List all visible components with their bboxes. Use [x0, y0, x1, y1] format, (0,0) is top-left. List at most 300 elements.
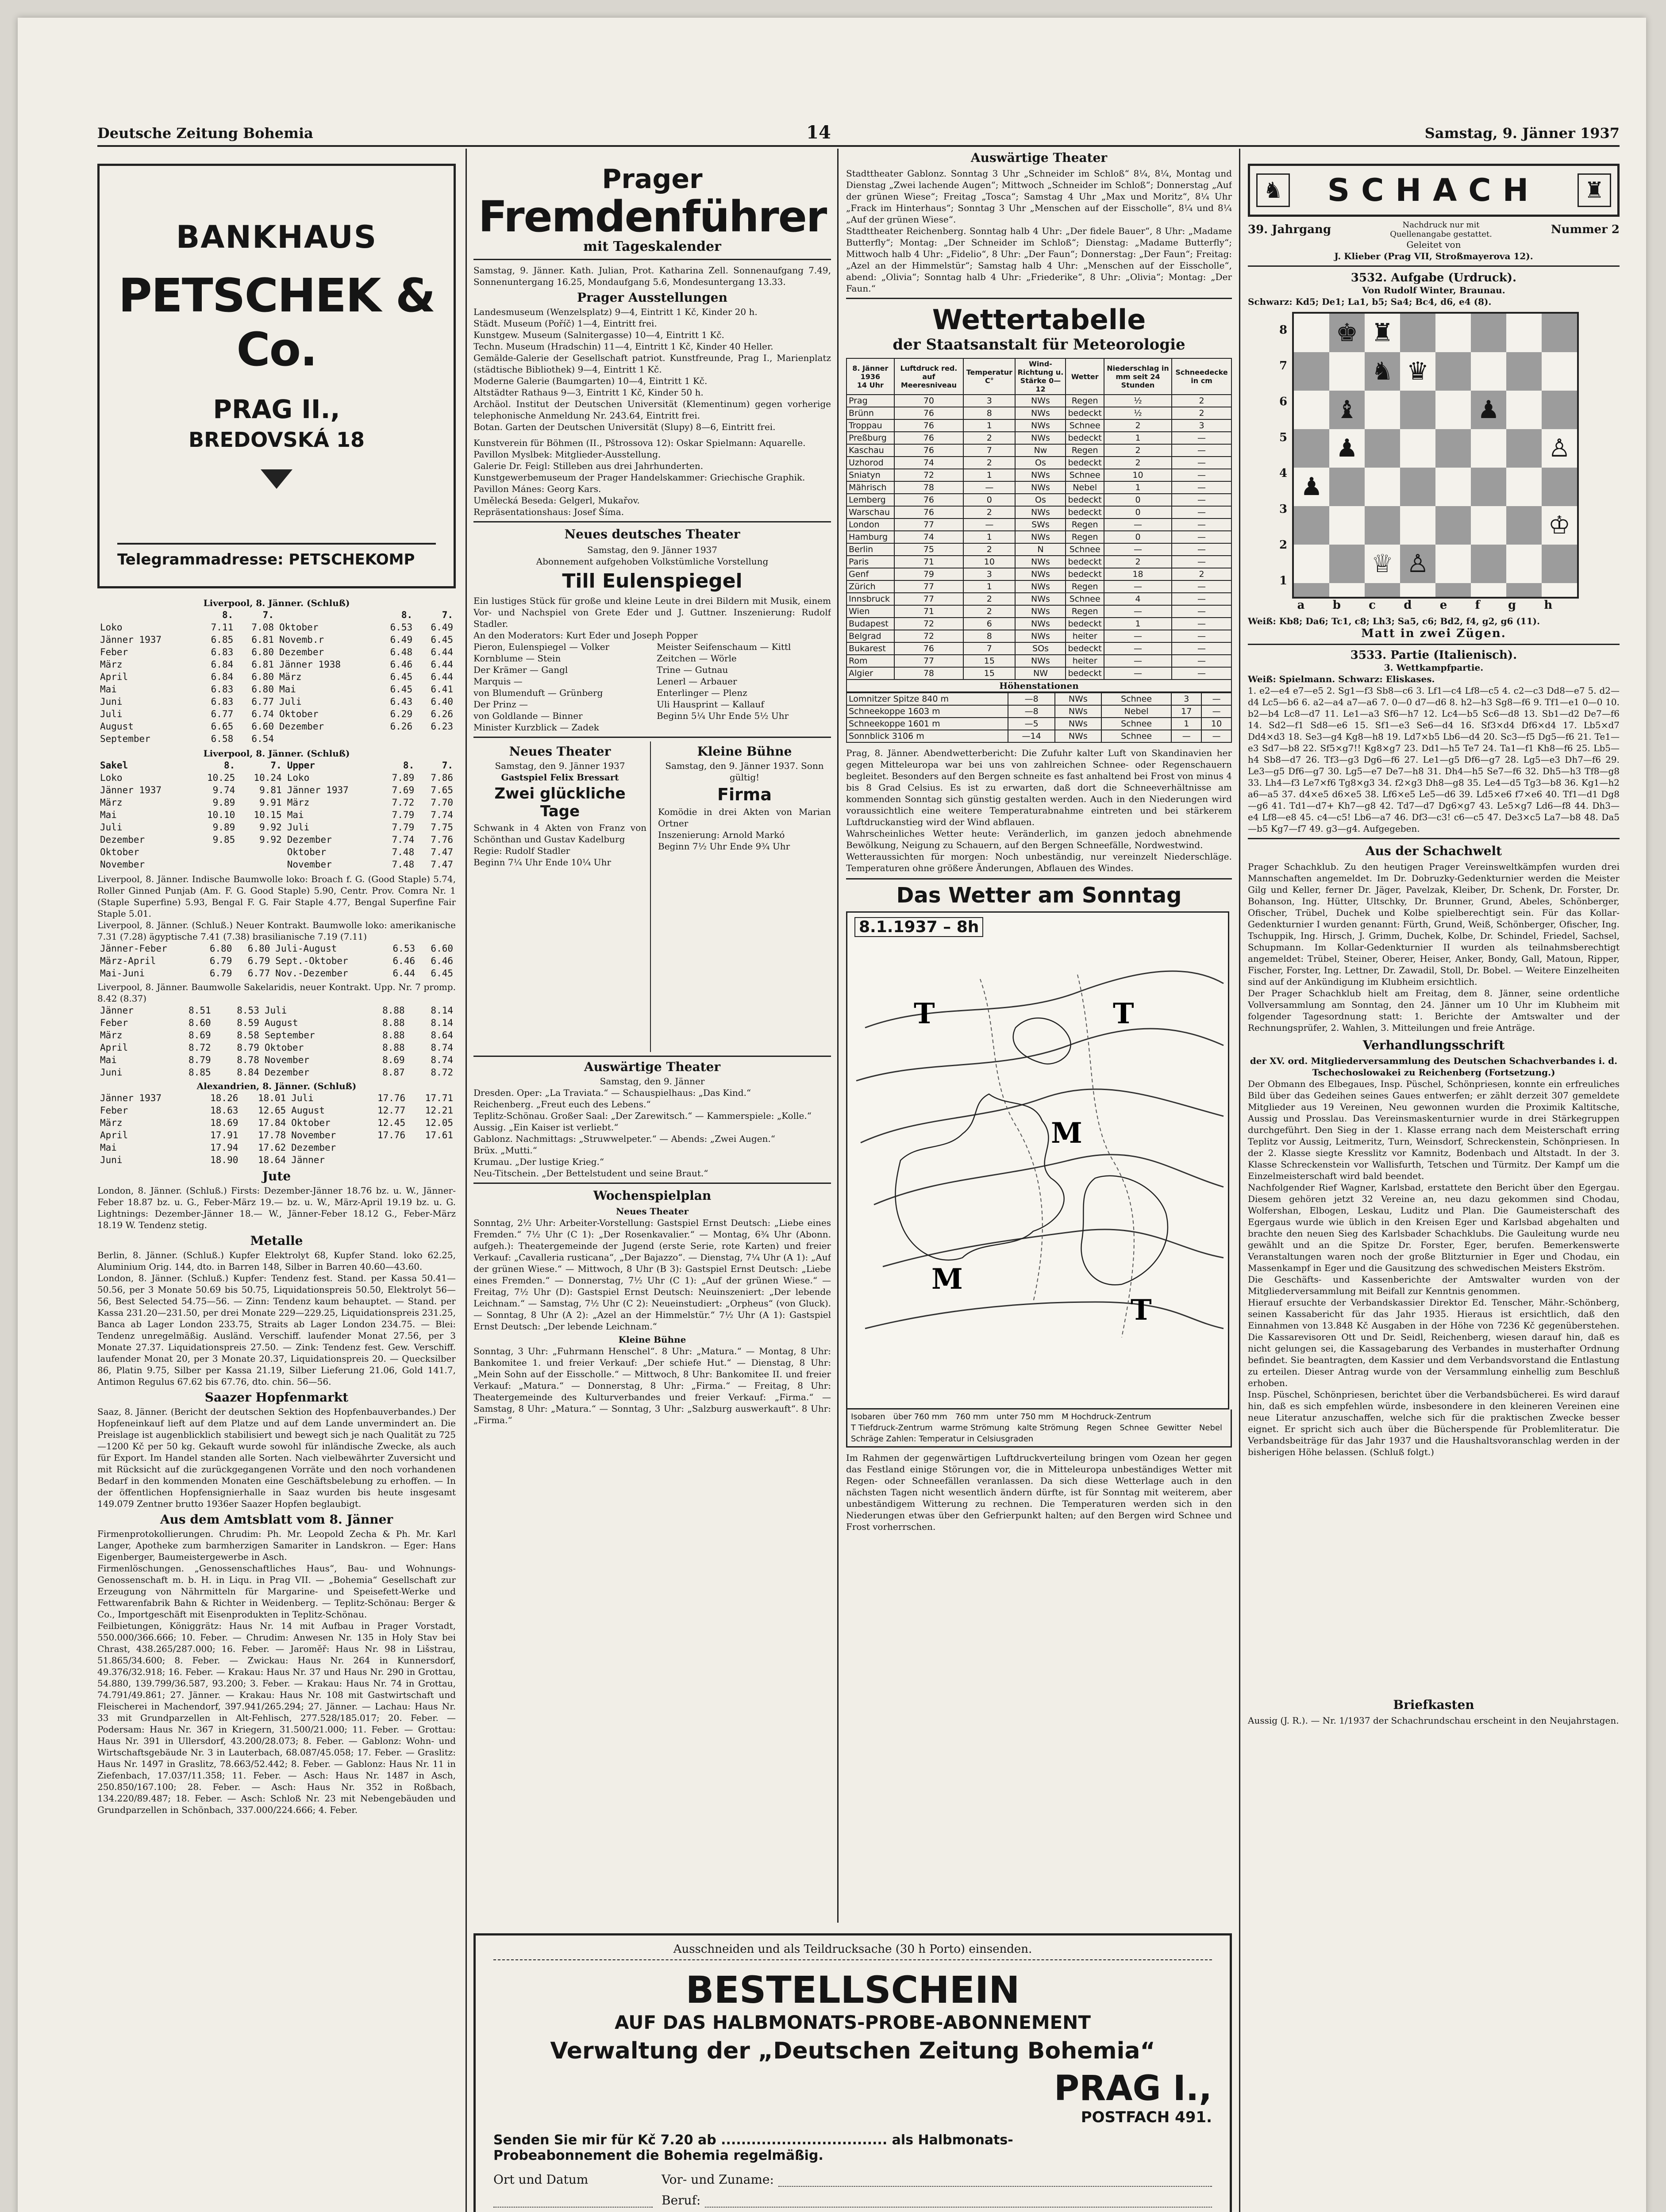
market-cell: 6.49	[431, 622, 453, 633]
chess-piece-square: ♕	[1365, 545, 1400, 583]
chess-square	[1542, 391, 1577, 429]
weather-cell: bedeckt	[1066, 568, 1104, 580]
knight-icon: ♞	[1256, 173, 1290, 207]
rank-label: 8	[1279, 323, 1288, 337]
market-cell: 6.53	[392, 943, 416, 954]
weather-cell: —	[1172, 618, 1231, 630]
weather-cell: 2	[1104, 457, 1172, 469]
market-cell: April	[100, 1042, 128, 1053]
market-cell: August	[100, 721, 134, 732]
briefkasten-text: Aussig (J. R.). — Nr. 1/1937 der Schachrundschau erscheint in den Neujahrstagen.	[1248, 1715, 1619, 1726]
hohen-cell: NWs	[1055, 693, 1101, 705]
weather-cell: 2	[963, 543, 1015, 556]
market-cell: Oktober	[279, 622, 319, 633]
market-cell: 6.79	[209, 968, 232, 979]
hohen-cell: 1	[1171, 718, 1201, 730]
market-cell: November	[264, 1055, 309, 1065]
market-cell: 6.54	[251, 733, 274, 744]
hohen-cell: —5	[1008, 718, 1054, 730]
market-cell: 6.26	[390, 721, 413, 732]
chess-square	[1294, 352, 1329, 391]
hohen-cell: Schneekoppe 1601 m	[846, 718, 1008, 730]
weather-cell: NWs	[1015, 605, 1066, 618]
market-row	[97, 658, 456, 671]
market-cell: 8.64	[431, 1030, 453, 1041]
market-cell	[277, 733, 375, 745]
chess-piece-square: ♔	[1542, 506, 1577, 545]
weather-cell: NW	[1015, 667, 1066, 680]
market-cell: Juni	[100, 1155, 123, 1165]
weather-cell: 4	[1104, 593, 1172, 605]
partie-sub: 3. Wettkampfpartie.	[1384, 662, 1484, 673]
hohen-cell: Sonnblick 3106 m	[846, 730, 1008, 742]
market-cell: 9.74	[212, 785, 235, 795]
weather-cell: 2	[1104, 444, 1172, 457]
auswaertige-theater-text: Stadttheater Gablonz. Sonntag 3 Uhr „Schneider im Schloß“ 8¼, 8¼, Montag und Dienstag „Zwei lachende Augen“; Mittwoch „Schneider im Schloß“; Donnerstag „Auf der grünen Wiese“; Freitag „Tosca“; Samstag 4 Uhr „Max und Moritz“, 8¼ Uhr „Frack im Hinterhaus“; Sonntag 3 Uhr „Menschen auf der Eisscholle“, 8¼ und 8¼ „Auf der grünen Wiese“. Stadttheater Reichenberg. Sonntag halb 4 Uhr: „Der fidele Bauer“, 8 Uhr: „Madame Butterfly“; Montag: „Der Schneider im Schloß“; Dienstag: „Madame Butterfly“; Mittwoch halb 4 Uhr: „Fidelio“, 8 Uhr: „Der Faun“; Donnerstag: „Der Faun“; Freitag: „Azel an der Himmelstür“; Samstag halb 4 Uhr: „Menschen auf der Eisscholle“, abend: „Olivia“; Sonntag halb 4 Uhr: „Friederike“, 8 Uhr: „Olivia“; Montag: „Der Faun.“	[846, 168, 1232, 299]
market-cell: 6.44	[431, 647, 453, 657]
weather-cell: Wien	[846, 605, 894, 618]
beruf-row	[662, 2193, 1212, 2208]
market-cell: Jänner 1937	[100, 785, 162, 795]
metalle-report: Berlin, 8. Jänner. (Schluß.) Kupfer Elektrolyt 68, Kupfer Stand. loko 62.25, Aluminium Orig. 144, dto. in Barren 148, Silber in Barren 40.60—43.60. London, 8. Jänner. (Schluß.) Kupfer: Tendenz fest. Stand. per Kassa 50.41—50.56, per 3 Monate 50.69 bis 50.75, Liquidationspreis 50.50, Elektrolyt 56—56, Best Selected 54.75—56. — Zinn: Tendenz kaum behauptet. — Stand. per Kassa 231.20—231.50, per drei Monate 229—229.25, Liquidationspreis 231.25, Banca ab Lager London 233.75, Straits ab Lager London 234.75. — Blei: Tendenz unregelmäßig. Ausländ. Verschiff. laufender Monat 27.56, per 3 Monate 27.37. Liquidationspreis 27.50. — Zink: Tendenz fest. Gew. Verschiff. laufender Monat 20, per 3 Monate 20.37, Liquidationspreis 20. — Quecksilber 86, Platin 9.75, Silber per Kassa 21.19, Silber Lieferung 21.06, Gold 141.7, Antimon Regulus 67.62 bis 67.76, dto. chin. 56—56.	[97, 1250, 456, 1387]
market-cell	[238, 846, 284, 858]
market-cell: 8.	[222, 610, 234, 620]
weather-cell: 7	[963, 444, 1015, 457]
schach-note: Nachdruck nur mit Quellenangabe gestattet.	[1390, 220, 1492, 239]
weather-cell: 76	[894, 419, 964, 432]
chess-square	[1294, 545, 1329, 583]
market-row	[97, 708, 456, 720]
chess-piece-square: ♚	[1329, 314, 1365, 352]
chess-square	[1329, 545, 1365, 583]
weather-cell: 76	[894, 432, 964, 444]
bestellschein-subtitle: AUF DAS HALBMONATS-PROBE-ABONNEMENT	[615, 2012, 1091, 2033]
header-rule	[97, 145, 1620, 147]
weather-cell: ½	[1104, 395, 1172, 407]
amtsblatt-report: Firmenprotokollierungen. Chrudim: Ph. Mr. Leopold Zecha & Ph. Mr. Karl Langer, Apotheke zum barmherzigen Samariter in Landskron. — Eger: Hans Eigenberger, Baumeistergewerbe in Asch. Firmenlöschungen. „Genossenschaftliches Haus“, Bau- und Wohnungs-Genossenschaft m. b. H. in Liqu. in Prag VII. — „Bohemia“ Gesellschaft zur Erzeugung von Nährmitteln für Margarine- und Speisefett-Werke und Fettwarenfabrik Bahn & Richter in Weidenberg. — Teplitz-Schönau: Berger & Co., Importgeschäft mit Eisenprodukten in Teplitz-Schönau. Feilbietungen, Königgrätz: Haus Nr. 14 mit Aufbau in Prager Vorstadt, 550.000/366.666; 10. Feber. — Chrudim: Anwesen Nr. 135 in Holy Stav bei Chrast, 438.265/287.000; 16. Feber. — Jaroměř: Haus Nr. 98 in Lišstrau, 51.865/34.600; 8. Feber. — Zwickau: Haus Nr. 264 in Kunnersdorf, 49.376/32.918; 16. Feber. — Krakau: Haus Nr. 37 und Haus Nr. 290 in Grottau, 54.880, 139.799/36.587, 93.200; 3. Feber. — Krakau: Haus Nr. 74 in Grottau, 74.791/49.861; 27. Jänner. — Krakau: Haus Nr. 108 mit Gastwirtschaft und Fleischerei in Machendorf, 397.941/265.294; 27. Jänner. — Lachau: Haus Nr. 33 mit Grundparzellen in Alt-Fehlisch, 277.528/185.017; 20. Feber. — Podersam: Haus Nr. 367 in Kriegern, 31.500/21.000; 11. Feber. — Grottau: Haus Nr. 391 in Ullersdorf, 43.200/28.073; 8. Feber. — Gablonz: Wohn- und Wirtschaftsgebäude Nr. 3 in Lauterbach, 68.087/45.058; 17. Feber. — Graslitz: Haus Nr. 1497 in Graslitz, 78.663/52.442; 8. Feber. — Gablonz: Haus Nr. 11 in Ziefenbach, 17.037/11.358; 11. Feber. — Asch: Haus Nr. 1487 in Asch, 250.850/167.100; 28. Feber. — Asch: Haus Nr. 352 in Roßbach, 134.220/89.487; 18. Feber. — Asch: Schloß Nr. 23 mit Nebengebäuden und Grundparzellen in Schönbach, 337.000/224.666; 4. Feber.	[97, 1528, 456, 1815]
schach-meta	[1248, 220, 1620, 239]
weather-row	[846, 419, 1231, 432]
rank-label: 5	[1279, 430, 1288, 444]
weather-cell: 76	[894, 494, 964, 506]
market-cell: 17.61	[425, 1130, 453, 1141]
market-cell: 7.70	[431, 797, 453, 808]
market-row	[97, 1104, 456, 1117]
weather-row	[846, 494, 1231, 506]
market-cell: 9.91	[259, 797, 282, 808]
market-cell: September	[264, 1030, 315, 1041]
theater-title: Neues deutsches Theater	[564, 527, 740, 541]
wettertabelle-title: Wettertabelle	[932, 303, 1146, 336]
market-cell: 17.76	[377, 1130, 406, 1141]
market-cell: 6.46	[390, 659, 413, 670]
weather-cell: 1	[963, 469, 1015, 481]
weather-cell: Budapest	[846, 618, 894, 630]
market-cell: November	[287, 859, 332, 870]
chess-square	[1542, 468, 1577, 506]
weather-col-header: Wind-Richtung u. Stärke 0—12	[1015, 358, 1066, 395]
market-cell: 8.69	[189, 1030, 211, 1041]
hohen-cell: Schnee	[1101, 693, 1172, 705]
market-cell: 8.60	[189, 1018, 211, 1028]
market-cell: 17.62	[258, 1142, 286, 1153]
weather-cell: —	[1172, 432, 1231, 444]
weather-cell: 77	[894, 655, 964, 667]
weather-cell: bedeckt	[1066, 506, 1104, 518]
market-cell: 8.	[223, 760, 235, 771]
market-cell: 9.89	[212, 822, 235, 833]
market-cell: 7.74	[431, 810, 453, 820]
liverpool-title-2: Liverpool, 8. Jänner. (Schluß)	[203, 748, 350, 759]
weather-map-drawing	[847, 913, 1228, 1408]
auswaertig-list: Dresden. Oper: „La Traviata.“ — Schauspielhaus: „Das Kind.“ Reichenberg. „Freut euch des Lebens.“ Teplitz-Schönau. Großer Saal: „Der Zarewitsch.“ — Kammerspiele: „Kolle.“ Aussig. „Ein Kaiser ist verliebt.“ Gablonz. Nachmittags: „Struwwelpeter.“ — Abends: „Zwei Augen.“ Brüx. „Mutti.“ Krumau. „Der lustige Krieg.“ Neu-Titschein. „Der Bettelstudent und seine Braut.“	[473, 1087, 831, 1184]
weather-cell: —	[963, 481, 1015, 494]
neues-theater-date: Samstag, den 9. Jänner 1937	[495, 760, 625, 771]
market-cell: 7.48	[392, 847, 415, 857]
weather-cell: NWs	[1015, 630, 1066, 642]
weather-cell: 2	[1104, 556, 1172, 568]
weather-cell: SOs	[1015, 642, 1066, 655]
weather-cell: N	[1015, 543, 1066, 556]
market-row	[97, 1004, 456, 1017]
legend-item: T Tiefdruck-Zentrum	[851, 1423, 933, 1432]
weather-cell: Os	[1015, 457, 1066, 469]
weather-cell: —	[1172, 630, 1231, 642]
market-row	[97, 784, 456, 796]
masthead-date: Samstag, 9. Jänner 1937	[1424, 125, 1620, 142]
weather-cell: Brünn	[846, 407, 894, 419]
weather-cell: NWs	[1015, 556, 1066, 568]
market-cell: 6.45	[431, 968, 453, 979]
rank-label: 4	[1279, 466, 1288, 480]
weather-row	[846, 444, 1231, 457]
weather-cell: —	[1172, 531, 1231, 543]
legend-item: M Hochdruck-Zentrum	[1062, 1412, 1151, 1421]
market-cell: 12.21	[425, 1105, 453, 1116]
market-row	[97, 1154, 456, 1166]
weather-cell: 1	[1104, 432, 1172, 444]
weather-cell: —	[1172, 494, 1231, 506]
market-cell: 6.84	[211, 659, 234, 670]
partie-title: 3533. Partie (Italienisch).	[1350, 649, 1517, 662]
chess-square	[1365, 583, 1400, 597]
liverpool-sakel-table	[97, 759, 456, 871]
weather-cell: heiter	[1066, 630, 1104, 642]
market-row	[97, 646, 456, 658]
market-cell: 8.74	[431, 1042, 453, 1053]
weather-cell: Regen	[1066, 395, 1104, 407]
market-cell: 6.80	[251, 684, 274, 695]
problem-title: 3532. Aufgabe (Urdruck).	[1350, 271, 1517, 284]
market-cell: März	[100, 797, 123, 808]
market-cell: September	[100, 733, 150, 744]
weather-cell: 2	[963, 605, 1015, 618]
chess-piece-square: ♛	[1400, 352, 1435, 391]
market-cell	[191, 846, 238, 858]
market-cell: Dezember	[100, 834, 145, 845]
market-row	[97, 671, 456, 683]
market-cell: 7.89	[392, 772, 415, 783]
market-cell: 7.76	[431, 834, 453, 845]
chess-square	[1471, 352, 1506, 391]
weather-cell: bedeckt	[1066, 432, 1104, 444]
alexandrien-table	[97, 1092, 456, 1166]
market-cell: 8.59	[237, 1018, 259, 1028]
weather-cell: Schnee	[1066, 469, 1104, 481]
market-cell: Juni	[100, 696, 123, 707]
weather-cell: Troppau	[846, 419, 894, 432]
hohen-cell: Schneekoppe 1603 m	[846, 705, 1008, 718]
market-cell: 8.88	[382, 1018, 405, 1028]
liverpool-title: Liverpool, 8. Jänner. (Schluß)	[203, 598, 350, 608]
weather-cell: 76	[894, 407, 964, 419]
market-cell: 8.58	[237, 1030, 259, 1041]
market-cell: Juli	[279, 696, 302, 707]
weather-row	[846, 630, 1231, 642]
weather-cell: bedeckt	[1066, 457, 1104, 469]
bestellschein-city: PRAG I.,	[1054, 2069, 1212, 2108]
market-cell: 10.25	[207, 772, 235, 783]
weather-cell: NWs	[1015, 407, 1066, 419]
weather-cell: —	[1104, 580, 1172, 593]
market-cell: 7.74	[392, 834, 415, 845]
weather-cell: NWs	[1015, 469, 1066, 481]
file-label: a	[1297, 599, 1305, 612]
bestellschein-postfach: POSTFACH 491.	[1081, 2108, 1212, 2126]
auswaertige-theater-title: Auswärtige Theater	[970, 150, 1108, 165]
wetter-sonntag-title: Das Wetter am Sonntag	[846, 878, 1232, 908]
weather-cell: Bukarest	[846, 642, 894, 655]
market-cell: 8.51	[189, 1005, 211, 1016]
page-number: 14	[806, 122, 831, 143]
market-cell	[408, 1141, 456, 1154]
market-cell: 17.71	[425, 1093, 453, 1103]
market-cell: Feber	[100, 1105, 128, 1116]
chess-square	[1506, 352, 1542, 391]
liverpool-cotton-table	[97, 609, 456, 745]
hohen-cell: 10	[1201, 718, 1231, 730]
weather-cell: Zürich	[846, 580, 894, 593]
weather-row	[846, 568, 1231, 580]
rank-label: 6	[1279, 395, 1288, 408]
market-cell: 6.65	[211, 721, 234, 732]
weather-cell: NWs	[1015, 481, 1066, 494]
market-cell: 12.05	[425, 1118, 453, 1128]
chess-square	[1506, 429, 1542, 468]
weather-cell: Rom	[846, 655, 894, 667]
chess-square	[1329, 468, 1365, 506]
market-row	[97, 1066, 456, 1079]
liverpool-sakelaridis: Liverpool, 8. Jänner. Baumwolle Sakelaridis, neuer Kontrakt. Upp. Nr. 7 promp. 8.42 (8.37)	[97, 982, 456, 1004]
market-cell: 18.64	[258, 1155, 286, 1165]
market-cell: 6.29	[390, 709, 413, 719]
schach-column	[1248, 164, 1620, 1726]
market-cell: Dezember	[291, 1142, 336, 1153]
weather-report: Prag, 8. Jänner. Abendwetterbericht: Die Zufuhr kalter Luft von Skandinavien her gegen Mitteleuropa war bei uns von zahlreichen Schnee- oder Regenschauern begleitet. Besonders auf den Bergen schneite es fast anhaltend bei Frost von minus 4 bis 8 Grad Celsius. Es ist zu erwarten, daß dort die Schneeverhältnisse am kommenden Sonntag sich günstig gestalten werden. Auch in den Niederungen wird voraussichtlich eine weitere Temperaturabnahme eintreten und bei stärkerem Luftdruckanstieg wird der Wind abflauen. Wahrscheinliches Wetter heute: Veränderlich, im ganzen jedoch abnehmende Bewölkung, Neigung zu Schauern, auf den Bergen Schneefälle, Nordwestwind. Wetteraussichten für morgen: Noch unbeständig, nur vereinzelt Niederschläge. Temperaturen ohne größere Änderungen, Abflauen des Windes.	[846, 748, 1232, 873]
market-cell: 6.48	[390, 647, 413, 657]
wochenspielplan-sub: Neues Theater	[616, 1206, 689, 1217]
market-cell: 6.44	[431, 672, 453, 682]
weather-row	[846, 457, 1231, 469]
chess-square	[1294, 506, 1329, 545]
market-cell: 17.84	[258, 1118, 286, 1128]
market-cell: 6.60	[431, 943, 453, 954]
weather-cell: Algier	[846, 667, 894, 680]
legend-item: Gewitter	[1157, 1423, 1191, 1432]
market-cell: 17.91	[210, 1130, 239, 1141]
newspaper-page	[18, 18, 1646, 2212]
market-cell: 17.76	[377, 1093, 406, 1103]
chess-square	[1471, 583, 1506, 597]
market-row	[97, 1041, 456, 1054]
weather-cell: 18	[1104, 568, 1172, 580]
weather-cell: NWs	[1015, 419, 1066, 432]
weather-cell: —	[1172, 667, 1231, 680]
vorname-field[interactable]	[778, 2172, 1212, 2187]
weather-row	[846, 469, 1231, 481]
weather-cell: 1	[963, 531, 1015, 543]
market-cell: 8.69	[382, 1055, 405, 1065]
market-cell: Jänner 1937	[287, 785, 349, 795]
market-cell: 12.77	[377, 1105, 406, 1116]
market-cell: 7.79	[392, 822, 415, 833]
market-cell: 6.77	[251, 696, 274, 707]
wochenspielplan-text: Sonntag, 2½ Uhr: Arbeiter-Vorstellung: Gastspiel Ernst Deutsch: „Liebe eines Fremden.“ 7½ Uhr (C 1): „Der Rosenkavalier.“ — Montag, 6¾ Uhr (Abonn. aufgeh.): Theatergemeinde der Jugend (erste Serie, rote Karten) und freier Verkauf: „Cavalleria rusticana“, „Der Bajazzo“. — Dienstag, 7¼ Uhr (A 1): „Auf der grünen Wiese.“ — Mittwoch, 8 Uhr (B 3): Gastspiel Ernst Deutsch: „Liebe eines Fremden.“ — Donnerstag, 7½ Uhr (C 1): „Auf der grünen Wiese.“ — Freitag, 7½ Uhr (D): Gastspiel Ernst Deutsch: Neuinszeniert: „Der lebende Leichnam.“ — Samstag, 7½ Uhr (C 2): Neueinstudiert: „Orpheus“ (von Gluck). — Sonntag, 8 Uhr (A 2): „Azel an der Himmelstür.“ 7½ Uhr (A 1): Gastspiel Ernst Deutsch: „Der lebende Leichnam.“	[473, 1217, 831, 1332]
weather-cell: 3	[963, 395, 1015, 407]
verhandlung-sub: der XV. ord. Mitgliederversammlung des Deutschen Schachverbandes i. d. Tschechoslowakei zu Reichenberg (Fortsetzung.)	[1250, 1056, 1618, 1078]
ort-datum-field[interactable]	[493, 2193, 653, 2208]
chess-square	[1506, 314, 1542, 352]
chess-square	[1365, 506, 1400, 545]
market-cell: Jänner-Feber	[100, 943, 167, 954]
weather-cell: 76	[894, 506, 964, 518]
market-row	[97, 733, 456, 745]
hohen-cell: —	[1201, 730, 1231, 742]
weather-row	[846, 605, 1231, 618]
market-cell: 8.79	[237, 1042, 259, 1053]
weather-row	[846, 642, 1231, 655]
chess-square	[1542, 545, 1577, 583]
weather-cell: 0	[1104, 531, 1172, 543]
market-cell: 6.83	[211, 684, 234, 695]
market-cell	[191, 858, 238, 871]
chess-square	[1435, 391, 1471, 429]
auswaertig-date: Samstag, den 9. Jänner	[600, 1076, 705, 1087]
market-cell: 7.08	[251, 622, 274, 633]
market-cell: Feber	[100, 1018, 128, 1028]
weather-cell: 2	[963, 593, 1015, 605]
weather-column	[846, 150, 1232, 1532]
market-row	[97, 809, 456, 821]
market-cell: 8.74	[431, 1055, 453, 1065]
hohen-cell: —14	[1008, 730, 1054, 742]
weather-row	[846, 518, 1231, 531]
neues-theater-guest: Gastspiel Felix Bressart	[501, 772, 619, 783]
market-cell: März	[287, 797, 310, 808]
market-cell: 7.11	[211, 622, 234, 633]
market-row	[97, 858, 456, 871]
schach-jahrgang: 39. Jahrgang	[1248, 223, 1331, 236]
market-cell: 8.14	[431, 1005, 453, 1016]
weather-cell: 2	[963, 457, 1015, 469]
market-cell: 6.83	[211, 696, 234, 707]
chess-square	[1400, 429, 1435, 468]
column-rule	[1239, 149, 1240, 2212]
chess-piece-square: ♙	[1400, 545, 1435, 583]
weather-cell: 71	[894, 605, 964, 618]
schach-banner	[1248, 164, 1620, 217]
neues-theater-title: Neues Theater	[509, 744, 611, 759]
weather-cell: 72	[894, 618, 964, 630]
market-cell: 8.53	[237, 1005, 259, 1016]
file-label: h	[1544, 599, 1553, 612]
hohen-cell: NWs	[1055, 718, 1101, 730]
market-row	[97, 720, 456, 733]
market-row	[97, 759, 456, 772]
weather-table	[846, 358, 1232, 680]
market-cell: 7.69	[392, 785, 415, 795]
market-cell: 18.90	[210, 1155, 239, 1165]
weather-cell: —	[1172, 593, 1231, 605]
weather-cell: London	[846, 518, 894, 531]
hohen-cell: 17	[1171, 705, 1201, 718]
briefkasten-title: Briefkasten	[1393, 1697, 1474, 1712]
weather-map-legend	[846, 1409, 1232, 1448]
weather-row	[846, 543, 1231, 556]
weather-cell: Lemberg	[846, 494, 894, 506]
weather-cell: NWs	[1015, 568, 1066, 580]
bestellschein-probe-line: Probeabonnement die Bohemia regelmäßig.	[493, 2148, 823, 2163]
market-cell: Jänner 1937	[100, 634, 162, 645]
weather-row	[846, 481, 1231, 494]
weather-cell: Regen	[1066, 518, 1104, 531]
market-cell: 8.72	[189, 1042, 211, 1053]
chess-square	[1294, 429, 1329, 468]
legend-item: Schräge Zahlen: Temperatur in Celsiusgraden	[851, 1434, 1034, 1444]
market-cell: 6.45	[390, 684, 413, 695]
market-cell: Mai	[100, 1142, 117, 1153]
market-row	[97, 683, 456, 695]
bestellschein-send-line: Senden Sie mir für Kč 7.20 ab ................................. als Halbmonats-	[493, 2132, 1013, 2148]
weather-cell: 77	[894, 593, 964, 605]
schachwelt-text: Prager Schachklub. Zu den heutigen Prager Vereinsweltkämpfen wurden drei Mannschaften angemeldet. Im Dr. Dobruzky-Gedenkturnier werden die Meister Gilg und Keller, ferner Dr. Jäger, Pavelzak, Kleiber, Dr. Schenk, Dr. Forster, Dr. Bohanson, Ing. Hütter, Ultschky, Dr. Brunner, Grund, Abeles, Schönberger, Ofischer, Trübel, Duchek und Kolbe spielberechtigt sein. Für das Kollar-Gedenkturnier I wurden genannt: Fürth, Grund, Weiß, Schönberger, Ofischer, Ing. Tschuppik, Ing. Hirsch, J. Grimm, Duchek, Kolbe, Dr. Schindel, Friedel, Sachsel, Schupmann. Im Kollar-Gedenkturnier II wurden als teilnahmsberechtigt angemeldet: Trübel, Steiner, Oberer, Heiser, Anker, Bondy, Gall, Matoun, Ripper, Fischer, Forster, Ing. Lettner, Dr. Zawadil, Stoll, Dr. Bobel. — Weitere Einzelheiten sind auf der Ankündigung im Klubheim ersichtlich. Der Prager Schachklub hielt am Freitag, dem 8. Jänner, seine ordentliche Vollversammlung am Sonntag, den 24. Jänner um 10 Uhr im Klubheim mit folgender Tagesordnung statt: 1. Berichte der Amtswalter und der Rechnungsprüfer, 2. Wahlen, 3. Mitteilungen und freie Anträge.	[1248, 861, 1620, 1033]
jute-title: Jute	[262, 1169, 291, 1183]
schach-editor-name: J. Klieber (Prag VII, Stroßmayerova 12).	[1248, 250, 1620, 267]
kleine-buehne-description: Komödie in drei Akten von Marian Ortner Inszenierung: Arnold Markó Beginn 7½ Uhr Ende 9¾ Uhr	[658, 806, 831, 852]
hohen-table	[846, 692, 1232, 743]
market-cell: 6.46	[392, 956, 416, 966]
kleine-buehne-date: Samstag, den 9. Jänner 1937. Sonn gültig!	[665, 760, 824, 783]
weather-cell: 2	[963, 506, 1015, 518]
legend-item: Regen	[1086, 1423, 1112, 1432]
market-cell: 6.23	[431, 721, 453, 732]
file-label: b	[1332, 599, 1341, 612]
beruf-field[interactable]	[705, 2193, 1212, 2208]
market-cell: 10.15	[254, 810, 282, 820]
chess-square	[1435, 314, 1471, 352]
bank-advertisement	[97, 164, 456, 588]
chess-square	[1435, 506, 1471, 545]
market-cell	[360, 1141, 408, 1154]
chess-square	[1471, 506, 1506, 545]
market-cell: März	[100, 659, 123, 670]
weather-col-header: Wetter	[1066, 358, 1104, 395]
market-cell: 8.88	[382, 1030, 405, 1041]
weather-cell: —	[1172, 642, 1231, 655]
weather-cell: 10	[963, 556, 1015, 568]
problem-black: Schwarz: Kd5; De1; La1, b5; Sa4; Bc4, d6, e4 (8).	[1248, 296, 1492, 307]
bank-ad-name: PETSCHEK & Co.	[118, 269, 435, 376]
